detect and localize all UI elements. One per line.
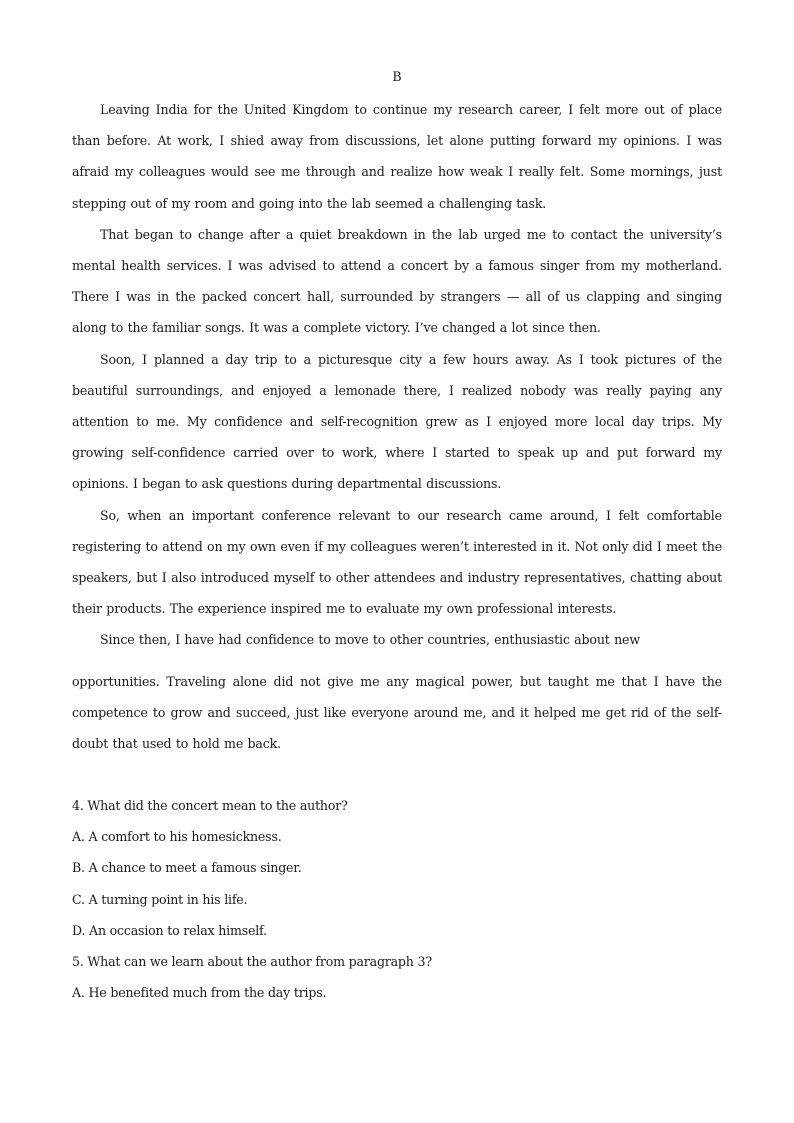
question-4-option-c: C. A turning point in his life. xyxy=(72,891,248,907)
question-4-option-a: A. A comfort to his homesickness. xyxy=(72,829,282,845)
section-heading: B xyxy=(392,69,402,84)
paragraph-2: That began to change after a quiet breakdown in the lab urged me to contact the university’s mental health services. I was advised to attend a concert by a famous singer from my motherland. There I was in the packed concert hall, surrounded by strangers — all of us clapping and singing along to the familiar songs. It was a complete victory. I’ve changed a lot since then. xyxy=(72,226,722,336)
paragraph-5-rest: opportunities. Traveling alone did not give me any magical power, but taught me that I have the competence to grow and succeed, just like everyone around me, and it helped me get rid of the self-doubt that used to hold me back. xyxy=(72,673,722,752)
paragraph-3: Soon, I planned a day trip to a picturesque city a few hours away. As I took pictures of the beautiful surroundings, and enjoyed a lemonade there, I realized nobody was really paying any attention to me. My confidence and self-recognition grew as I enjoyed more local day trips. My growing self-confidence carried over to work, where I started to speak up and put forward my opinions. I began to ask questions during departmental discussions. xyxy=(72,351,722,492)
question-5-option-a: A. He benefited much from the day trips. xyxy=(72,985,327,1001)
question-4-option-d: D. An occasion to relax himself. xyxy=(72,922,267,938)
question-list xyxy=(72,790,722,1008)
question-5-stem: 5. What can we learn about the author from paragraph 3? xyxy=(72,954,432,970)
paragraph-5-first-line: Since then, I have had confidence to move to other countries, enthusiastic about new xyxy=(100,632,640,648)
question-4-option-b: B. A chance to meet a famous singer. xyxy=(72,860,302,876)
paragraph-1: Leaving India for the United Kingdom to continue my research career, I felt more out of place than before. At work, I shied away from discussions, let alone putting forward my opinions. I was afraid my colleagues would see me through and realize how weak I really felt. Some mornings, just stepping out of my room and going into the lab seemed a challenging task. xyxy=(72,102,722,211)
reading-passage xyxy=(72,94,722,759)
paragraph-5 xyxy=(72,624,722,759)
paragraph-4: So, when an important conference relevant to our research came around, I felt comfortable registering to attend on my own even if my colleagues weren’t interested in it. Not only did I meet the speakers, but I also introduced myself to other attendees and industry representatives, chatting about their products. The experience inspired me to evaluate my own professional interests. xyxy=(72,507,722,617)
question-4-stem: 4. What did the concert mean to the author? xyxy=(72,798,348,813)
